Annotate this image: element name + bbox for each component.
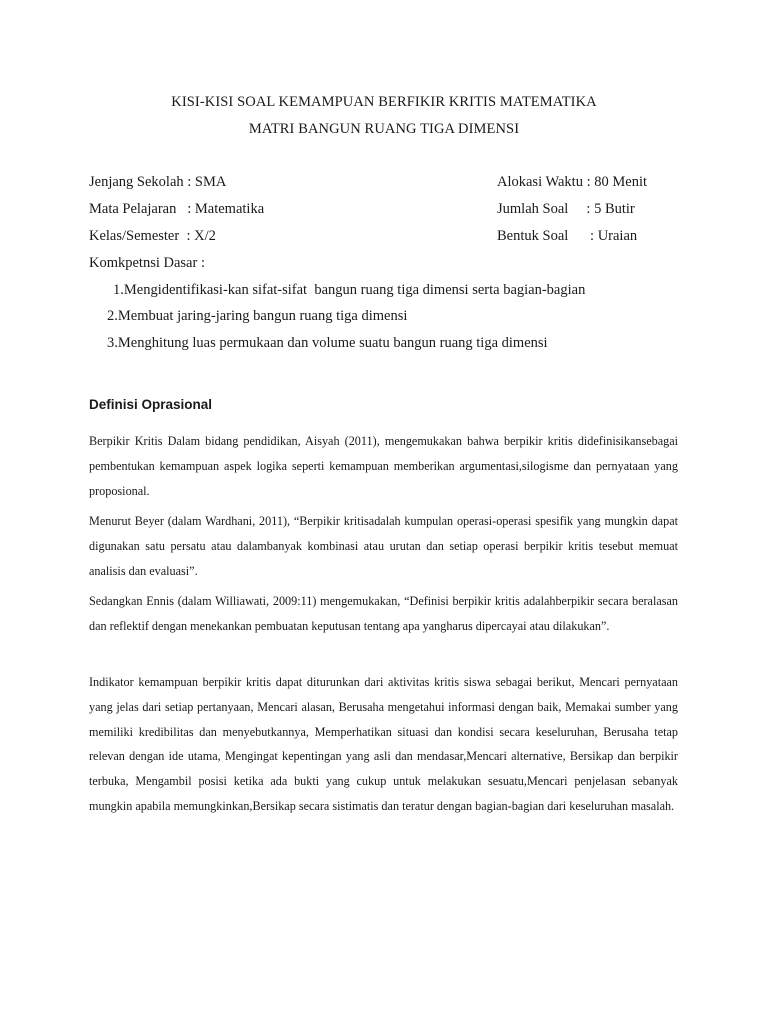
info-bentuk: Bentuk Soal : Uraian: [497, 228, 638, 244]
kompetensi-label: Komkpetnsi Dasar :: [89, 255, 205, 271]
info-alokasi: Alokasi Waktu : 80 Menit: [497, 174, 647, 190]
info-kelas: Kelas/Semester : X/2: [89, 228, 216, 244]
paragraph: Berpikir Kritis Dalam bidang pendidikan, Aisyah (2011), mengemukakan bahwa berpikir kritis didefinisikansebagai pembentukan kemampuan aspek logika seperti kemampuan memberikan argumentasi,silogisme dan pernyataan yang proposional.: [89, 434, 678, 498]
document-title: KISI-KISI SOAL KEMAMPUAN BERFIKIR KRITIS MATEMATIKA: [171, 94, 597, 110]
info-jenjang: Jenjang Sekolah : SMA: [89, 174, 227, 190]
paragraph: Indikator kemampuan berpikir kritis dapat diturunkan dari aktivitas kritis siswa sebagai berikut, Mencari pernyataan yang jelas dari setiap pertanyaan, Mencari alasan, Berusaha mengetahui informasi dengan baik, Memakai sumber yang memiliki kredibilitas dan menyebutkannya, Memperhatikan situasi dan kondisi secara keseluruhan, Berusaha tetap relevan dengan ide utama, Mengingat kepentingan yang asli dan mendasar,Mencari alternative, Bersikap dan berpikir terbuka, Mengambil posisi ketika ada bukti yang cukup untuk melakukan sesuatu,Mencari penjelasan sebanyak mungkin apabila memungkinkan,Bersikap secara sistimatis dan teratur dengan bagian-bagian dari keseluruhan masalah.: [89, 675, 678, 813]
kompetensi-item: 1.Mengidentifikasi-kan sifat-sifat bangun ruang tiga dimensi serta bagian-bagian: [113, 282, 586, 298]
document-subtitle: MATRI BANGUN RUANG TIGA DIMENSI: [248, 121, 520, 137]
definisi-heading: Definisi Oprasional: [89, 397, 213, 412]
info-jumlah: Jumlah Soal : 5 Butir: [497, 201, 635, 217]
info-mapel: Mata Pelajaran : Matematika: [89, 201, 265, 217]
kompetensi-item: 3.Menghitung luas permukaan dan volume suatu bangun ruang tiga dimensi: [107, 335, 548, 351]
kompetensi-item: 2.Membuat jaring-jaring bangun ruang tiga dimensi: [107, 308, 408, 324]
paragraph: Menurut Beyer (dalam Wardhani, 2011), “Berpikir kritisadalah kumpulan operasi-operasi spesifik yang mungkin dapat digunakan satu persatu atau dalambanyak kombinasi atau urutan dan setiap operasi berpikir kritis tesebut memuat analisis dan evaluasi”.: [89, 514, 678, 578]
paragraph: Sedangkan Ennis (dalam Williawati, 2009:11) mengemukakan, “Definisi berpikir kritis adalahberpikir secara beralasan dan reflektif dengan menekankan pembuatan keputusan tentang apa yangharus dipercayai atau dilakukan”.: [89, 594, 678, 633]
